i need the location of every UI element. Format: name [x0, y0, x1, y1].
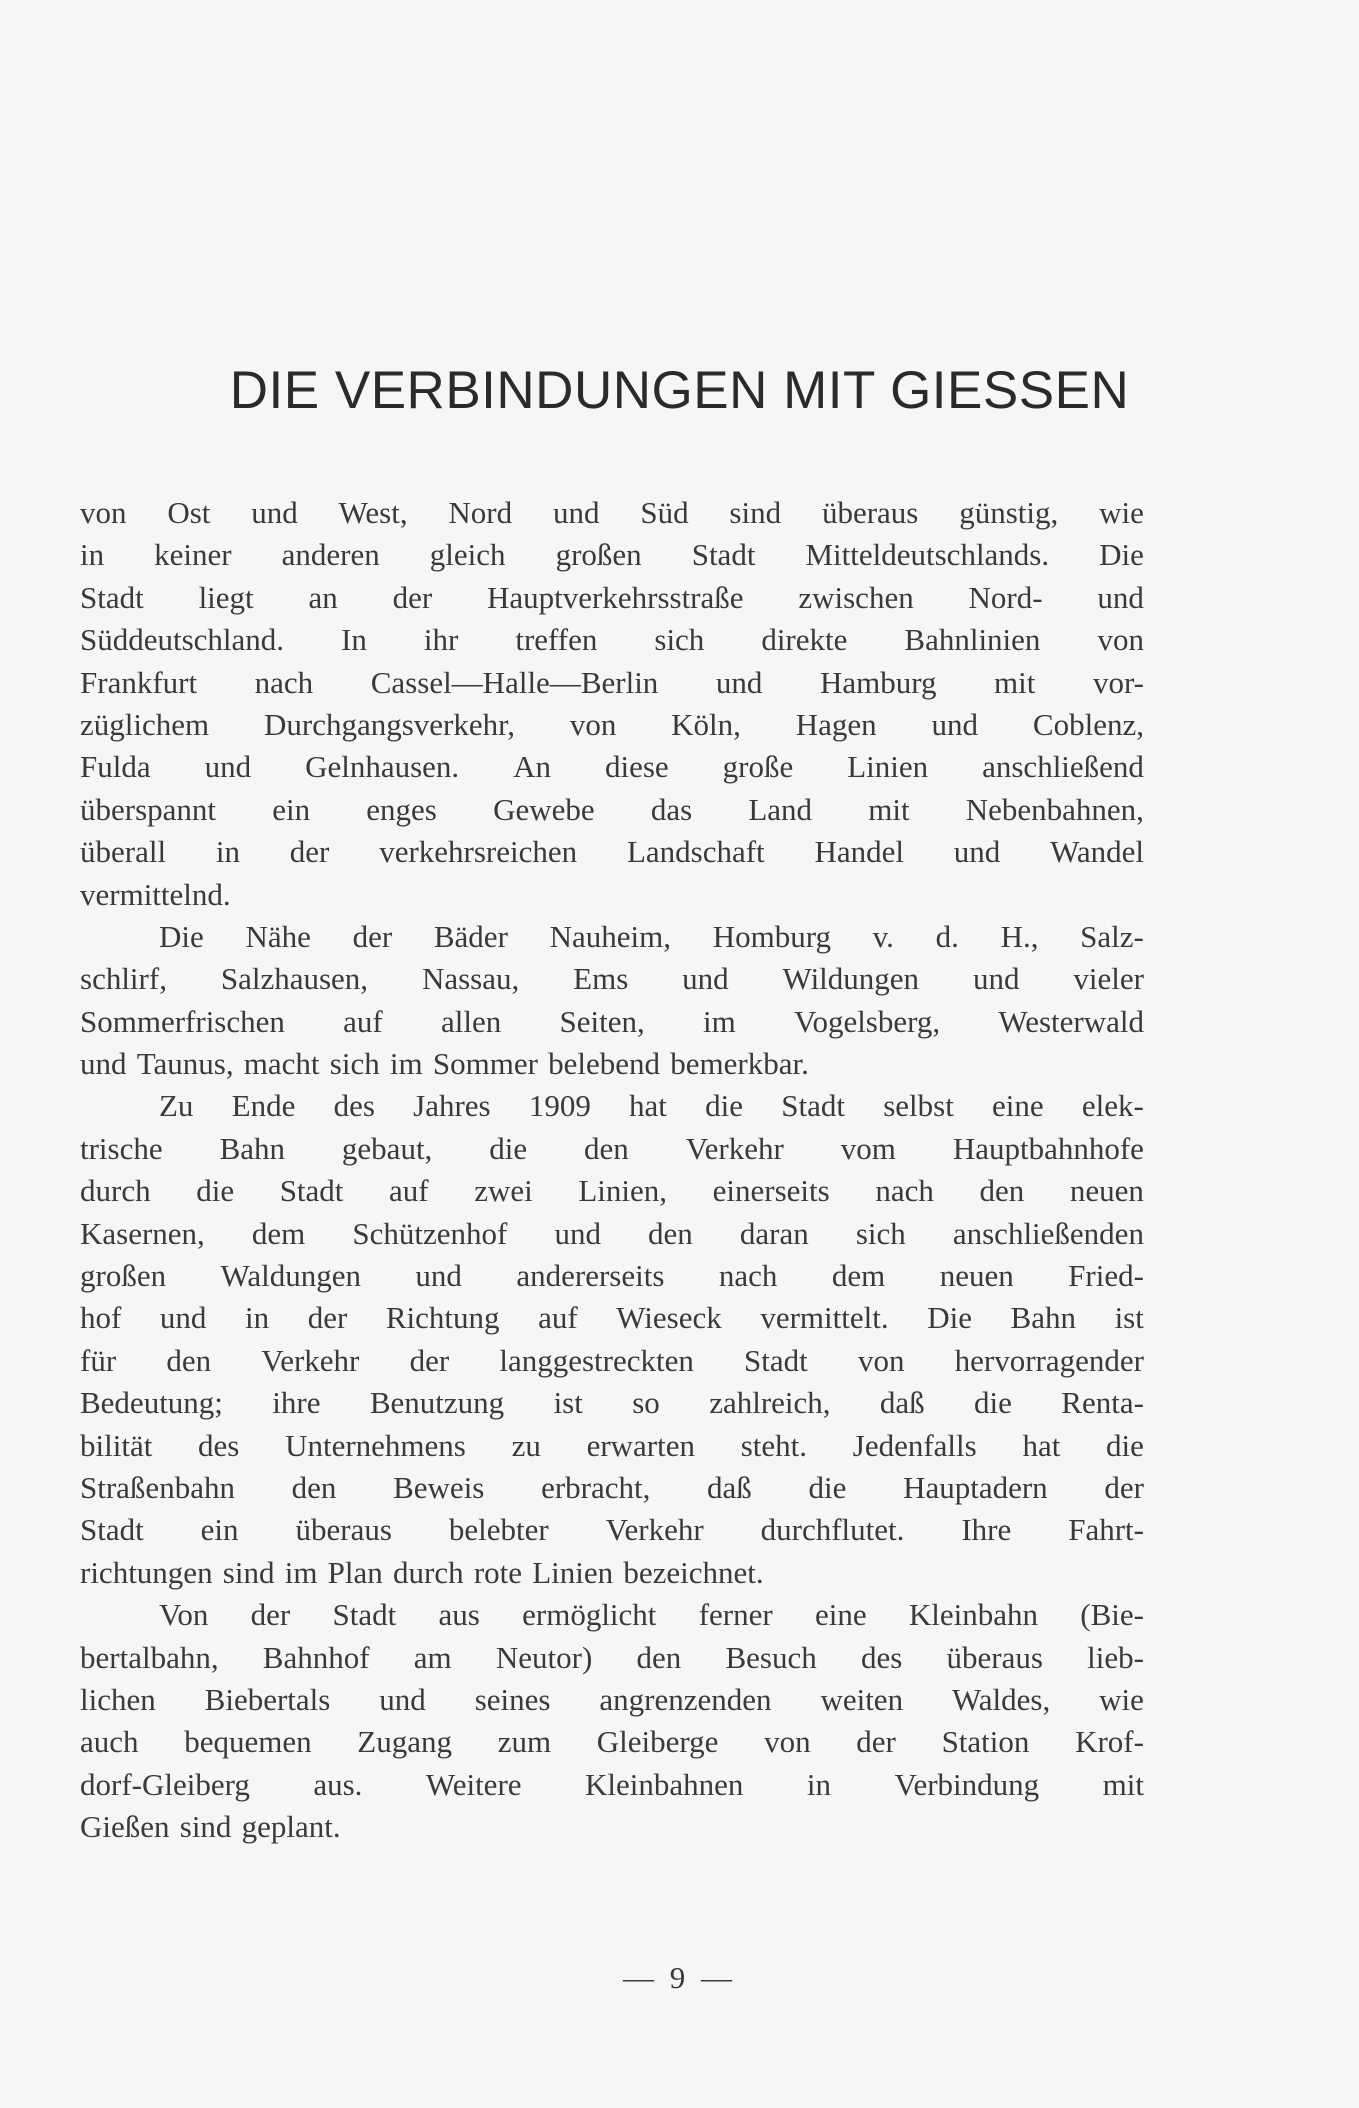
- word: nach: [718, 1258, 778, 1294]
- word: im: [389, 1046, 423, 1082]
- word: Köln,: [671, 706, 741, 742]
- text-line: [80, 874, 1144, 916]
- word: der: [307, 1300, 348, 1336]
- word: Von: [159, 1597, 209, 1633]
- word: Linien,: [578, 1173, 668, 1209]
- word: und: [415, 1258, 462, 1294]
- word: wie: [1099, 495, 1144, 530]
- word: Süd: [640, 495, 689, 530]
- word: durch: [393, 1554, 464, 1590]
- word: Seiten,: [559, 1003, 645, 1039]
- word: sich: [654, 622, 705, 658]
- word: an: [308, 579, 338, 615]
- word: sind: [729, 495, 782, 530]
- word: Bahnhof: [262, 1639, 370, 1675]
- word: von: [1097, 622, 1144, 658]
- word: überaus: [946, 1639, 1043, 1675]
- word: Wandel: [1050, 834, 1144, 870]
- paragraph: [80, 916, 1144, 1086]
- word: schlirf,: [80, 961, 167, 997]
- word: Land: [748, 791, 813, 827]
- word: angrenzenden: [599, 1681, 772, 1717]
- word: ein: [272, 791, 311, 827]
- word: Station: [941, 1724, 1030, 1760]
- word: Sommer: [432, 1046, 538, 1082]
- word: ferner: [698, 1597, 773, 1633]
- word: aus.: [313, 1766, 363, 1802]
- word: Stadt: [279, 1173, 344, 1209]
- word: bezeichnet.: [623, 1554, 764, 1590]
- word: Coblenz,: [1032, 706, 1144, 742]
- text-line: [80, 1552, 1144, 1594]
- word: auch: [80, 1724, 139, 1760]
- word: belebter: [448, 1512, 549, 1548]
- word: Zu: [159, 1088, 194, 1124]
- word: und: [972, 961, 1020, 997]
- word: Westerwald: [998, 1003, 1144, 1039]
- word: andererseits: [516, 1258, 665, 1294]
- word: Stadt: [781, 1088, 845, 1124]
- word: Cassel—Halle—Berlin: [370, 664, 659, 700]
- word: und: [953, 834, 1001, 870]
- word: auf: [343, 1003, 383, 1039]
- word: des: [198, 1427, 240, 1463]
- word: dem: [251, 1215, 306, 1251]
- word: sind: [179, 1809, 232, 1845]
- text-line: [80, 746, 1144, 788]
- word: nach: [254, 664, 314, 700]
- word: dem: [831, 1258, 886, 1294]
- word: große: [722, 749, 794, 785]
- word: Frankfurt: [80, 664, 198, 700]
- word: ein: [200, 1512, 239, 1548]
- word: Nassau,: [421, 961, 520, 997]
- word: wie: [1099, 1681, 1144, 1717]
- word: Bedeutung;: [80, 1385, 223, 1421]
- word: die: [196, 1173, 235, 1209]
- word: bemerkbar.: [670, 1046, 809, 1082]
- word: bertalbahn,: [80, 1639, 219, 1675]
- word: der: [392, 579, 433, 615]
- word: Die: [1099, 537, 1144, 573]
- word: v.: [872, 918, 894, 954]
- word: in: [244, 1300, 270, 1336]
- word: im: [284, 1554, 318, 1590]
- word: belebend: [548, 1046, 661, 1082]
- word: Salzhausen,: [220, 961, 369, 997]
- word: neuen: [939, 1258, 1014, 1294]
- word: bilität: [80, 1427, 153, 1463]
- word: lichen: [80, 1681, 156, 1717]
- word: Durchgangsverkehr,: [263, 706, 515, 742]
- word: und: [159, 1300, 207, 1336]
- word: Süddeutschland.: [80, 622, 285, 658]
- word: Ost: [167, 495, 211, 530]
- word: sich: [855, 1215, 906, 1251]
- word: auf: [389, 1173, 429, 1209]
- word: der: [352, 918, 393, 954]
- word: Die: [927, 1300, 972, 1336]
- word: Ems: [573, 961, 629, 997]
- word: überall: [80, 834, 167, 870]
- text-line: [80, 492, 1144, 534]
- text-line: [80, 1509, 1144, 1551]
- word: einerseits: [712, 1173, 830, 1209]
- word: anschließend: [982, 749, 1144, 785]
- text-line: [80, 916, 1144, 958]
- word: d.: [935, 918, 959, 954]
- word: Bäder: [433, 918, 508, 954]
- word: für: [80, 1342, 117, 1378]
- word: daran: [739, 1215, 809, 1251]
- text-line: [80, 1255, 1144, 1297]
- word: der: [250, 1597, 291, 1633]
- word: Hauptbahnhofe: [952, 1130, 1144, 1166]
- text-line: [80, 1467, 1144, 1509]
- word: Mitteldeutschlands.: [805, 537, 1050, 573]
- word: Nord-: [968, 579, 1043, 615]
- word: Straßenbahn: [80, 1469, 235, 1505]
- word: Ende: [231, 1088, 296, 1124]
- word: und: [80, 1046, 127, 1082]
- word: An: [513, 749, 552, 785]
- text-line: [80, 958, 1144, 1000]
- word: Benutzung: [369, 1385, 505, 1421]
- word: Bahnlinien: [904, 622, 1041, 658]
- text-line: [80, 1764, 1144, 1806]
- word: und: [379, 1681, 426, 1717]
- text-line: [80, 1721, 1144, 1763]
- paragraph: [80, 492, 1144, 916]
- word: Salz-: [1080, 918, 1144, 954]
- word: ermöglicht: [522, 1597, 657, 1633]
- word: Bahn: [219, 1130, 285, 1166]
- word: anderen: [281, 537, 380, 573]
- word: zu: [511, 1427, 541, 1463]
- word: Fried-: [1068, 1258, 1144, 1294]
- word: großen: [80, 1258, 167, 1294]
- word: erbracht,: [541, 1469, 651, 1505]
- word: Gleiberge: [596, 1724, 719, 1760]
- word: ihre: [272, 1385, 321, 1421]
- word: Hauptverkehrsstraße: [487, 579, 744, 615]
- word: Unternehmens: [285, 1427, 466, 1463]
- word: zum: [497, 1724, 552, 1760]
- word: durchflutet.: [760, 1512, 905, 1548]
- text-line: [80, 1340, 1144, 1382]
- word: weiten: [820, 1681, 904, 1717]
- word: Linien: [847, 749, 929, 785]
- word: Nähe: [245, 918, 311, 954]
- word: überspannt: [80, 791, 217, 827]
- text-line: [80, 1043, 1144, 1085]
- word: die: [1106, 1427, 1144, 1463]
- word: Stadt: [332, 1597, 397, 1633]
- word: und: [682, 961, 729, 997]
- word: und: [554, 1215, 601, 1251]
- text-line: [80, 619, 1144, 661]
- word: mit: [1102, 1766, 1144, 1802]
- text-line: [80, 1085, 1144, 1127]
- word: Zugang: [357, 1724, 452, 1760]
- word: Richtung: [385, 1300, 500, 1336]
- word: den: [166, 1342, 212, 1378]
- word: Kasernen,: [80, 1215, 205, 1251]
- word: Stadt: [80, 1512, 144, 1548]
- word: des: [333, 1088, 375, 1124]
- text-line: [80, 1679, 1144, 1721]
- word: den: [584, 1130, 629, 1166]
- word: Waldes,: [952, 1681, 1051, 1717]
- text-line: [80, 577, 1144, 619]
- word: auf: [538, 1300, 578, 1336]
- word: von: [569, 706, 617, 742]
- word: hof: [80, 1300, 122, 1336]
- word: gebaut,: [341, 1130, 433, 1166]
- word: das: [650, 791, 693, 827]
- text-line: [80, 1637, 1144, 1679]
- word: keiner: [154, 537, 232, 573]
- word: Nord: [448, 495, 513, 530]
- word: durch: [80, 1173, 151, 1209]
- word: Wieseck: [616, 1300, 722, 1336]
- text-line: [80, 1297, 1144, 1339]
- word: eine: [814, 1597, 867, 1633]
- text-line: [80, 1128, 1144, 1170]
- word: bequemen: [184, 1724, 312, 1760]
- word: Verbindung: [894, 1766, 1040, 1802]
- word: hat: [629, 1088, 667, 1124]
- word: steht.: [740, 1427, 808, 1463]
- word: Schützenhof: [352, 1215, 508, 1251]
- word: Verkehr: [605, 1512, 704, 1548]
- word: daß: [707, 1469, 752, 1505]
- word: und: [715, 664, 763, 700]
- word: Hauptadern: [903, 1469, 1048, 1505]
- word: Stadt: [744, 1342, 808, 1378]
- word: zwei: [474, 1173, 533, 1209]
- word: Kleinbahn: [908, 1597, 1038, 1633]
- word: H.,: [1000, 918, 1039, 954]
- word: mit: [868, 791, 910, 827]
- word: aus: [438, 1597, 480, 1633]
- word: des: [860, 1639, 903, 1675]
- word: die: [974, 1385, 1012, 1421]
- word: Stadt: [80, 579, 144, 615]
- word: erwarten: [586, 1427, 696, 1463]
- word: Waldungen: [220, 1258, 361, 1294]
- word: so: [632, 1385, 660, 1421]
- word: zwischen: [798, 579, 914, 615]
- word: den: [979, 1173, 1025, 1209]
- body-text: [80, 492, 1144, 1849]
- word: in: [806, 1766, 832, 1802]
- word: Jedenfalls: [852, 1427, 977, 1463]
- word: Ihre: [961, 1512, 1012, 1548]
- word: Wildungen: [782, 961, 920, 997]
- text-line: [80, 1001, 1144, 1043]
- page-title: DIE VERBINDUNGEN MIT GIESSEN: [229, 361, 1130, 420]
- word: liegt: [198, 579, 254, 615]
- word: West,: [338, 495, 408, 530]
- word: Jahres: [413, 1088, 491, 1124]
- word: hervorragender: [954, 1342, 1144, 1378]
- word: seines: [474, 1681, 551, 1717]
- word: Stadt: [691, 537, 756, 573]
- word: ihr: [423, 622, 459, 658]
- word: In: [341, 622, 367, 658]
- word: der: [856, 1724, 896, 1760]
- word: der: [289, 834, 330, 870]
- word: Biebertals: [204, 1681, 331, 1717]
- page-number: — 9 —: [623, 1960, 736, 1995]
- word: sind: [222, 1554, 275, 1590]
- word: macht: [243, 1046, 320, 1082]
- word: trische: [80, 1130, 163, 1166]
- word: den: [291, 1469, 337, 1505]
- text-line: [80, 1213, 1144, 1255]
- word: Verkehr: [261, 1342, 360, 1378]
- word: ist: [1114, 1300, 1144, 1336]
- word: Die: [159, 918, 204, 954]
- word: Fulda: [80, 749, 151, 785]
- word: hat: [1022, 1427, 1061, 1463]
- text-line: [80, 1425, 1144, 1467]
- word: geplant.: [241, 1809, 341, 1845]
- word: Sommerfrischen: [80, 1003, 285, 1039]
- word: eine: [992, 1088, 1044, 1124]
- word: Gewebe: [493, 791, 595, 827]
- word: langgestreckten: [499, 1342, 694, 1378]
- word: von: [80, 495, 127, 530]
- word: neuen: [1069, 1173, 1144, 1209]
- word: Weitere: [425, 1766, 522, 1802]
- word: vieler: [1073, 961, 1144, 997]
- word: Besuch: [725, 1639, 817, 1675]
- word: züglichem: [80, 706, 210, 742]
- word: und: [1097, 579, 1144, 615]
- text-line: [80, 1382, 1144, 1424]
- text-line: [80, 831, 1144, 873]
- word: Hamburg: [819, 664, 937, 700]
- word: ist: [553, 1385, 583, 1421]
- word: treffen: [515, 622, 598, 658]
- word: elek-: [1081, 1088, 1144, 1124]
- word: in: [80, 537, 105, 573]
- paragraph: [80, 1085, 1144, 1594]
- word: Krof-: [1075, 1724, 1144, 1760]
- word: nach: [875, 1173, 934, 1209]
- word: die: [705, 1088, 744, 1124]
- word: in: [215, 834, 240, 870]
- word: am: [413, 1639, 452, 1675]
- word: überaus: [821, 495, 919, 530]
- word: enges: [366, 791, 437, 827]
- word: Linien: [532, 1554, 614, 1590]
- word: und: [552, 495, 600, 530]
- text-line: [80, 704, 1144, 746]
- word: von: [857, 1342, 905, 1378]
- text-line: [80, 1806, 1144, 1848]
- word: von: [764, 1724, 811, 1760]
- word: Fahrt-: [1068, 1512, 1144, 1548]
- word: Handel: [814, 834, 904, 870]
- word: und: [931, 706, 979, 742]
- word: 1909: [528, 1088, 591, 1124]
- word: dorf-Gleiberg: [80, 1766, 250, 1802]
- word: allen: [441, 1003, 502, 1039]
- word: verkehrsreichen: [379, 834, 578, 870]
- word: großen: [555, 537, 642, 573]
- word: anschließenden: [952, 1215, 1144, 1251]
- word: Vogelsberg,: [794, 1003, 941, 1039]
- word: Nauheim,: [549, 918, 671, 954]
- word: lieb-: [1087, 1639, 1144, 1675]
- text-line: [80, 1170, 1144, 1212]
- word: Taunus,: [136, 1046, 234, 1082]
- word: diese: [604, 749, 669, 785]
- word: Plan: [327, 1554, 383, 1590]
- word: zahlreich,: [709, 1385, 831, 1421]
- word: selbst: [883, 1088, 954, 1124]
- word: den: [648, 1215, 693, 1251]
- word: Renta-: [1061, 1385, 1144, 1421]
- text-line: [80, 1594, 1144, 1636]
- word: direkte: [761, 622, 848, 658]
- word: Verkehr: [685, 1130, 784, 1166]
- word: die: [808, 1469, 847, 1505]
- word: Kleinbahnen: [585, 1766, 744, 1802]
- word: gleich: [429, 537, 506, 573]
- word: Neutor): [495, 1639, 593, 1675]
- paragraph: [80, 1594, 1144, 1848]
- word: vom: [840, 1130, 896, 1166]
- word: Beweis: [393, 1469, 485, 1505]
- word: und: [251, 495, 298, 530]
- word: Homburg: [712, 918, 831, 954]
- word: rote: [473, 1554, 523, 1590]
- word: und: [204, 749, 252, 785]
- word: sich: [329, 1046, 380, 1082]
- word: vor-: [1092, 664, 1144, 700]
- word: daß: [879, 1385, 925, 1421]
- word: der: [1104, 1469, 1144, 1505]
- word: der: [409, 1342, 450, 1378]
- word: günstig,: [959, 495, 1059, 530]
- text-line: [80, 534, 1144, 576]
- word: Hagen: [795, 706, 877, 742]
- word: im: [703, 1003, 736, 1039]
- text-line: [80, 789, 1144, 831]
- word: den: [636, 1639, 682, 1675]
- word: Nebenbahnen,: [965, 791, 1144, 827]
- word: Bahn: [1010, 1300, 1076, 1336]
- word: mit: [994, 664, 1036, 700]
- word: vermittelt.: [760, 1300, 889, 1336]
- word: (Bie-: [1080, 1597, 1144, 1633]
- word: Gießen: [80, 1809, 170, 1845]
- word: vermittelnd.: [80, 876, 231, 912]
- word: Landschaft: [626, 834, 765, 870]
- word: die: [489, 1130, 528, 1166]
- text-line: [80, 662, 1144, 704]
- word: Gelnhausen.: [305, 749, 460, 785]
- word: überaus: [295, 1512, 392, 1548]
- word: richtungen: [80, 1554, 213, 1590]
